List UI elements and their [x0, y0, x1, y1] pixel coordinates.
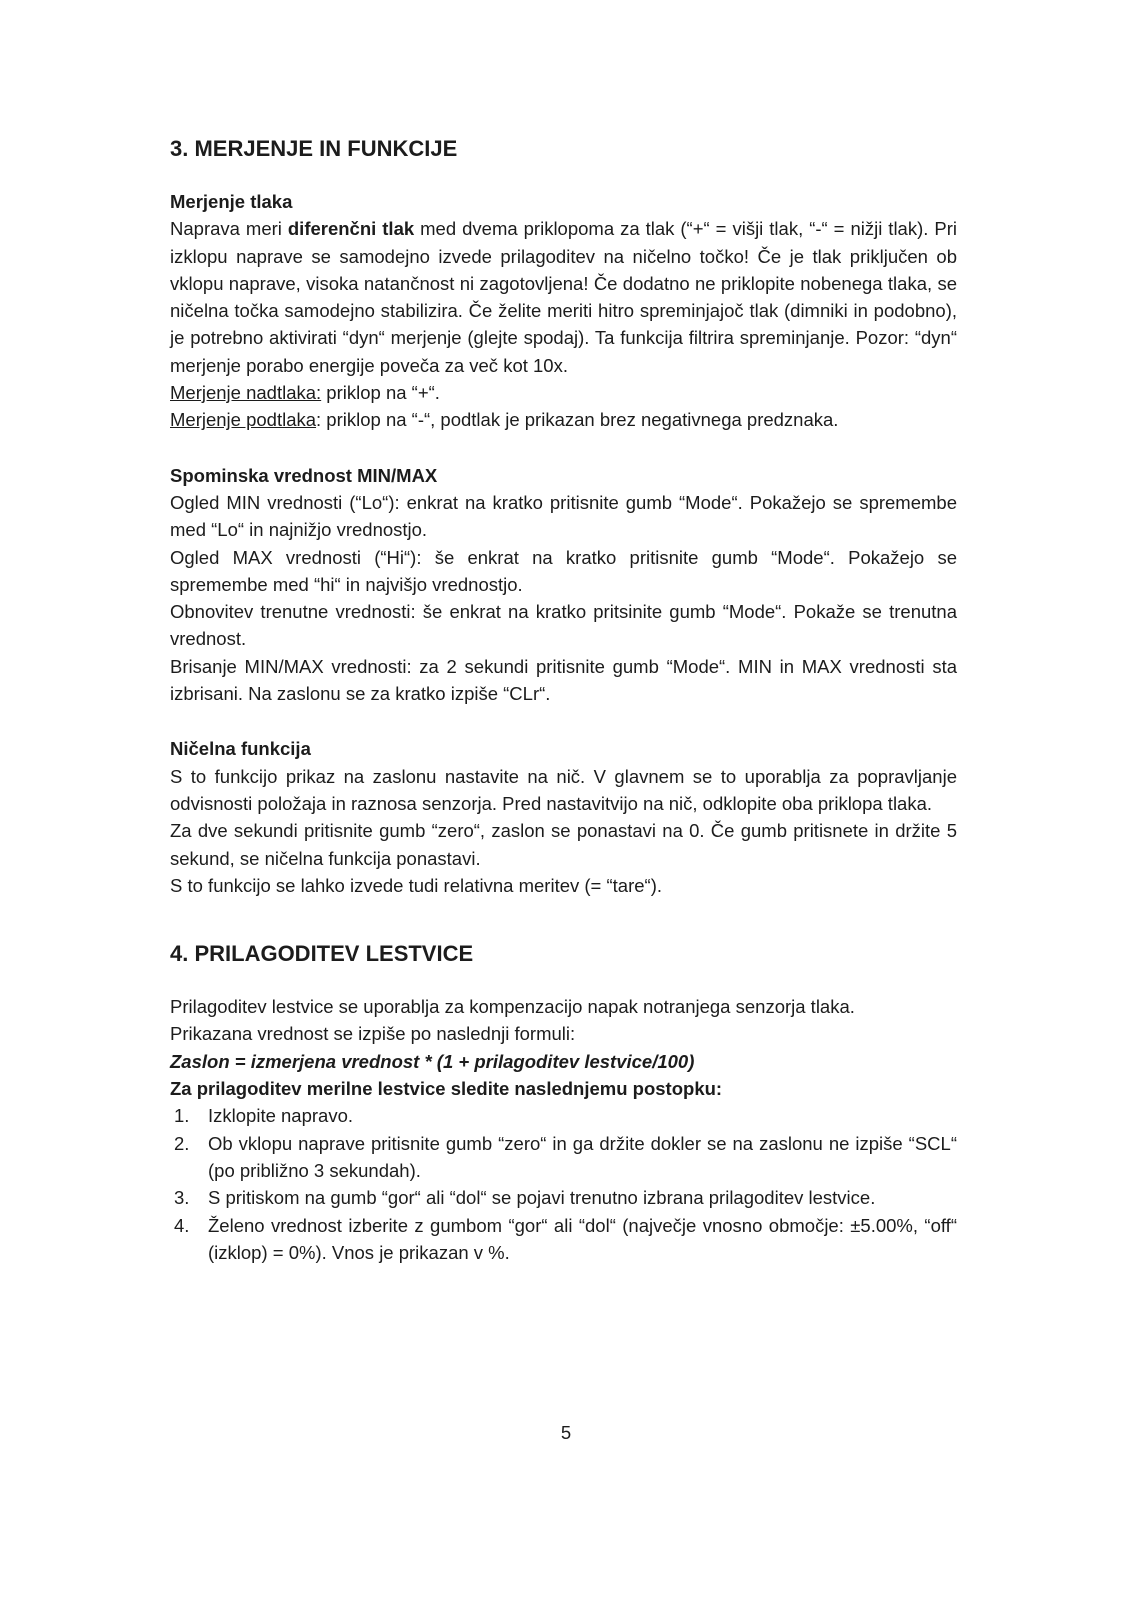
step-number: 1. [174, 1105, 190, 1127]
page-number: 5 [560, 1422, 572, 1443]
underpressure-label: Merjenje podtlaka [170, 409, 317, 431]
scale-adjustment-intro [170, 993, 957, 1075]
overpressure-text: priklop na “+“. [321, 382, 440, 404]
step-number: 2. [174, 1132, 190, 1154]
document-body [170, 134, 957, 1266]
minmax-heading: Spominska vrednost MIN/MAX [170, 464, 438, 486]
underpressure-line [170, 406, 957, 433]
minmax-paragraph-restore: Obnovitev trenutne vrednosti: še enkrat na kratko pritsinite gumb “Mode“. Pokaže se trenutna vrednost. [170, 601, 957, 650]
pressure-heading: Merjenje tlaka [170, 191, 293, 212]
list-item [170, 1212, 957, 1267]
procedure-steps-list [170, 1102, 957, 1266]
pressure-paragraph [170, 215, 957, 379]
zero-paragraph-2: Za dve sekundi pritisnite gumb “zero“, zaslon se ponastavi na 0. Če gumb pritisnete in držite 5 sekund, se ničelna funkcija ponastavi. [170, 820, 957, 869]
minmax-paragraph-max: Ogled MAX vrednosti (“Hi“): še enkrat na kratko pritisnite gumb “Mode“. Pokažejo se spremembe med “hi“ in najvišjo vrednostjo. [170, 546, 957, 595]
minmax-paragraph-clear: Brisanje MIN/MAX vrednosti: za 2 sekundi pritisnite gumb “Mode“. MIN in MAX vrednosti sta izbrisani. Na zaslonu se za kratko izpiše “CLr“. [170, 655, 957, 705]
step-text: S pritiskom na gumb “gor“ ali “dol“ se pojavi trenutno izbrana prilagoditev lestvice. [208, 1187, 876, 1209]
overpressure-label: Merjenje nadtlaka: [170, 382, 322, 404]
section-3-title: 3. MERJENJE IN FUNKCIJE [170, 136, 458, 161]
step-number: 3. [174, 1187, 190, 1209]
step-text: Izklopite napravo. [208, 1105, 354, 1127]
zero-function-section [170, 735, 957, 899]
list-item [170, 1130, 957, 1185]
procedure-heading: Za prilagoditev merilne lestvice sledite naslednjemu postopku: [170, 1078, 723, 1100]
zero-heading: Ničelna funkcija [170, 738, 311, 760]
scale-intro-line-1: Prilagoditev lestvice se uporablja za kompenzacijo napak notranjega senzorja tlaka. [170, 996, 855, 1018]
section-4-title: 4. PRILAGODITEV LESTVICE [170, 941, 474, 967]
pressure-text-start: Naprava meri [170, 218, 288, 240]
underpressure-text: : priklop na “-“, podtlak je prikazan brez negativnega predznaka. [316, 409, 839, 431]
list-item [170, 1102, 957, 1129]
pressure-measurement-section [170, 188, 957, 434]
pressure-text-rest: med dvema priklopoma za tlak (“+“ = višji tlak, “-“ = nižji tlak). Pri izklopu naprave se samodejno izvede prilagoditev na ničelno točko! Če je tlak priključen ob vklopu naprave, visoka natančnost ni zagotovljena! Če dodatno ne priklopite nobenega tlaka, se ničelna točka samodejno stabilizira. Če želite meriti hitro spreminjajoč tlak (dimniki in podobno), je potrebno aktivirati “dyn“ merjenje (glejte spodaj). Ta funkcija filtrira spreminjanje. Pozor: “dyn“ merjenje porabo energije poveča za več kot 10x. [170, 218, 957, 376]
list-item [170, 1184, 957, 1211]
step-number: 4. [174, 1214, 190, 1236]
overpressure-line [170, 379, 957, 406]
scale-procedure-section [170, 1075, 957, 1266]
step-text: Ob vklopu naprave pritisnite gumb “zero“ in ga držite dokler se na zaslonu ne izpiše “SCL“ (po približno 3 sekundah). [208, 1132, 957, 1181]
scale-formula: Zaslon = izmerjena vrednost * (1 + prilagoditev lestvice/100) [170, 1050, 695, 1072]
differential-pressure-term: diferenčni tlak [287, 218, 415, 240]
minmax-section [170, 462, 957, 708]
scale-intro-line-2: Prikazana vrednost se izpiše po naslednji formuli: [170, 1023, 576, 1045]
step-text: Želeno vrednost izberite z gumbom “gor“ ali “dol“ (največje vnosno območje: ±5.00%, “off“ (izklop) = 0%). Vnos je prikazan v %. [208, 1214, 957, 1263]
zero-paragraph-1: S to funkcijo prikaz na zaslonu nastavite na nič. V glavnem se to uporablja za popravljanje odvisnosti položaja in raznosa senzorja. Pred nastavitvijo na nič, odklopite oba priklopa tlaka. [170, 765, 957, 814]
minmax-paragraph-min: Ogled MIN vrednosti (“Lo“): enkrat na kratko pritisnite gumb “Mode“. Pokažejo se spremembe med “Lo“ in najnižjo vrednostjo. [170, 491, 957, 541]
zero-paragraph-3: S to funkcijo se lahko izvede tudi relativna meritev (= “tare“). [170, 874, 663, 896]
